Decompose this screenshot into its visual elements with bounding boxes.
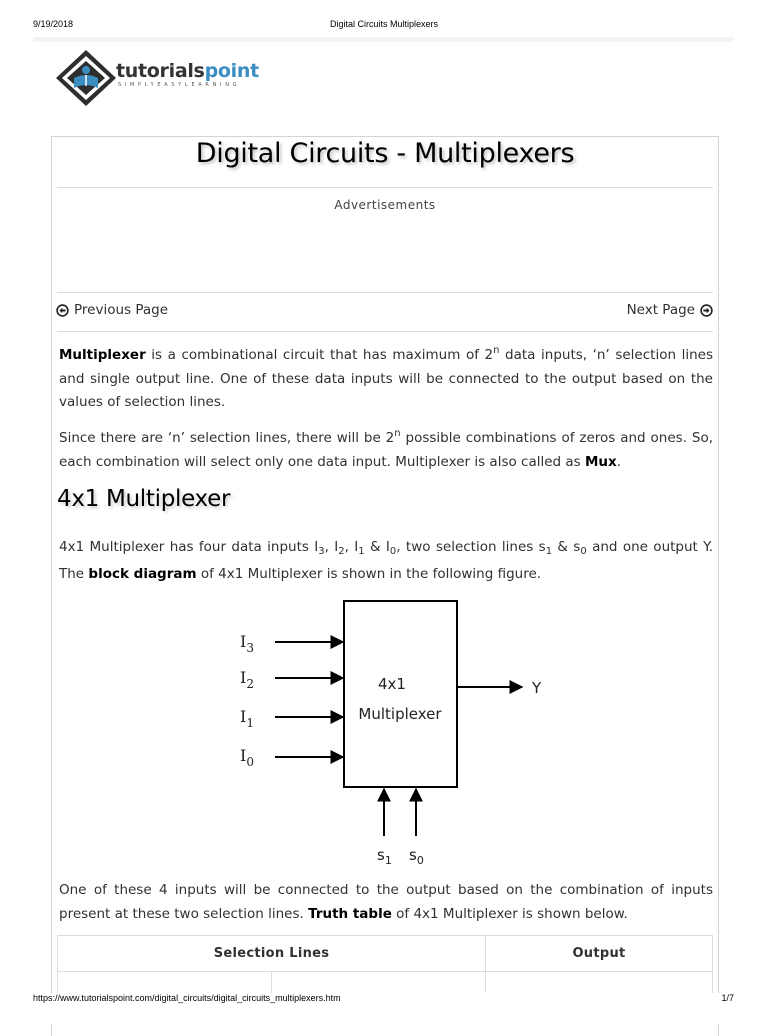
output-line-y: [457, 679, 542, 697]
intro-paragraph-1: Multiplexer is a combinational circuit that has maximum of 2$^n$ data inputs, ‘n’ selection lines and single output line. One of these data inputs will be connected to the output based on the values of selection lines.: [59, 345, 713, 410]
input-label-i1: $I_1$: [240, 707, 254, 730]
input-label-i2: $I_2$: [240, 668, 254, 691]
input-line-i1: [240, 707, 343, 730]
block-label-line1: 4x1: [378, 675, 406, 693]
select-label-s1: $s_1$: [377, 846, 392, 867]
header-selection-lines: Selection Lines: [58, 936, 486, 972]
site-logo[interactable]: [50, 48, 290, 108]
input-line-i0: [240, 746, 343, 769]
previous-page-label: Previous Page: [74, 302, 169, 318]
input-line-i2: [240, 668, 343, 691]
logo-emblem-icon: [50, 48, 120, 108]
select-line-s0: [409, 789, 424, 867]
mux-block-diagram: [230, 598, 560, 870]
intro-paragraph-2: Since there are ‘n’ selection lines, there will be 2$^n$ possible combinations of zeros and ones. So, each combination will select only one data input. Multiplexer is also called as Mux.: [59, 428, 713, 470]
mux-block: [344, 601, 457, 787]
header-output: Output: [486, 936, 713, 972]
block-label-line2: Multiplexer: [358, 705, 442, 723]
logo-brand-text: tutorialspoint: [116, 60, 259, 82]
section-paragraph-2: One of these 4 inputs will be connected to the output based on the combination of inputs present at these two selection lines. Truth table of 4x1 Multiplexer is shown below.: [59, 882, 713, 922]
section-heading: 4x1 Multiplexer: [57, 486, 231, 512]
next-page-link[interactable]: [627, 302, 713, 318]
select-line-s1: [377, 789, 392, 867]
print-page-number: 1/7: [721, 993, 734, 1003]
truth-table-header-row: [58, 936, 713, 972]
output-label-y: Y: [532, 679, 542, 697]
page-title: Digital Circuits - Multiplexers: [195, 138, 575, 169]
print-title: Digital Circuits Multiplexers: [329, 19, 439, 29]
title-divider: [57, 187, 713, 188]
nav-divider: [57, 331, 713, 332]
select-label-s0: $s_0$: [409, 846, 424, 867]
header-divider: [33, 37, 733, 42]
input-label-i0: $I_0$: [240, 746, 254, 769]
advertisements-label: Advertisements: [334, 198, 436, 212]
input-label-i3: $I_3$: [240, 632, 254, 655]
print-header: [0, 0, 768, 38]
next-arrow-icon: [700, 304, 713, 317]
print-url[interactable]: https://www.tutorialspoint.com/digital_circuits/digital_circuits_multiplexers.htm: [33, 993, 341, 1003]
section-paragraph-1: 4x1 Multiplexer has four data inputs $I_3$, $I_2$, $I_1$ & $I_0$, two selection lines $s_1$ & $s_0$ and one output Y. The block diagram of 4x1 Multiplexer is shown in the following figure.: [59, 539, 713, 582]
previous-arrow-icon: [56, 304, 69, 317]
logo-tagline: SIMPLYEASYLEARNING: [118, 82, 241, 88]
ads-divider: [57, 292, 713, 293]
print-date: 9/19/2018: [33, 19, 74, 29]
previous-page-link[interactable]: [56, 302, 168, 318]
print-footer: [0, 993, 768, 1024]
input-line-i3: [240, 632, 343, 655]
next-page-label: Next Page: [626, 302, 695, 318]
